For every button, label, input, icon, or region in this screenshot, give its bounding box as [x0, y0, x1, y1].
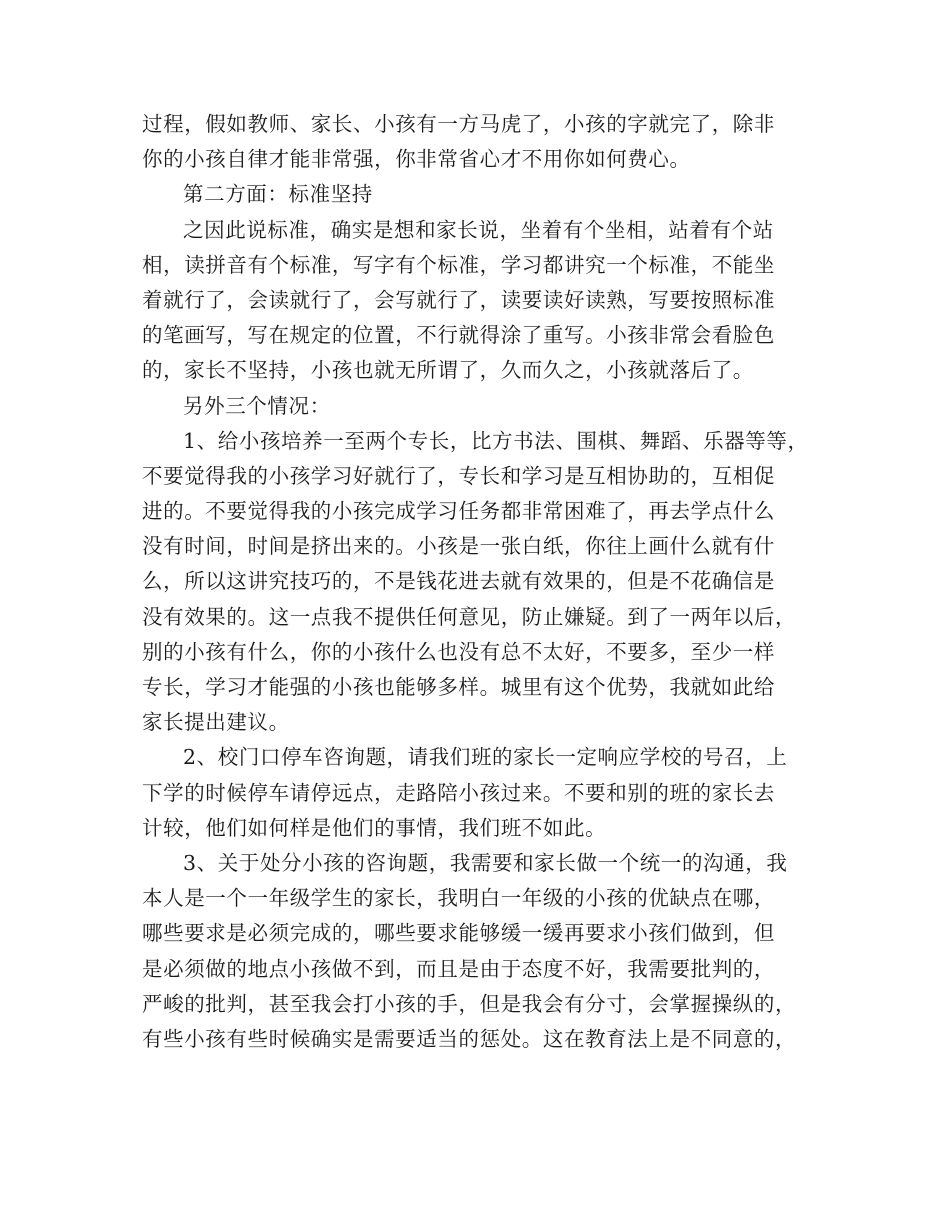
text-line: 的笔画写，写在规定的位置，不行就得涂了重写。小孩非常会看脸色: [142, 323, 775, 348]
text-line: 过程，假如教师、家长、小孩有一方马虎了，小孩的字就完了，除非: [142, 112, 775, 136]
text-line: 2、校门口停车咨询题，请我们班的家长一定响应学校的号召，上: [183, 745, 788, 770]
text-line: 3、关于处分小孩的咨询题，我需要和家长做一个统一的沟通，我: [183, 850, 788, 875]
text-line: 本人是一个一年级学生的家长，我明白一年级的小孩的优缺点在哪，: [142, 886, 775, 911]
text-line: 没有效果的。这一点我不提供任何意见，防止嫌疑。到了一两年以后，: [142, 604, 797, 629]
text-line: 1、给小孩培养一至两个专长，比方书法、围棋、舞蹈、乐器等等，: [183, 428, 809, 453]
text-line: 家长提出建议。: [142, 710, 290, 735]
text-line: 有些小孩有些时候确实是需要适当的惩处。这在教育法上是不同意的，: [142, 1026, 797, 1051]
text-line: 别的小孩有什么，你的小孩什么也没有总不太好，不要多，至少一样: [142, 639, 775, 664]
text-line: 着就行了，会读就行了，会写就行了，读要读好读熟，写要按照标准: [142, 287, 775, 312]
document-body: [142, 107, 822, 1057]
text-line: 下学的时候停车请停远点，走路陪小孩过来。不要和别的班的家长去: [142, 780, 775, 805]
text-line: 哪些要求是必须完成的，哪些要求能够缓一缓再要求小孩们做到，但: [142, 921, 775, 946]
text-line: 不要觉得我的小孩学习好就行了，专长和学习是互相协助的，互相促: [142, 463, 775, 488]
text-line: 的，家长不坚持，小孩也就无所谓了，久而久之，小孩就落后了。: [142, 358, 754, 383]
text-line: 另外三个情况：: [183, 393, 331, 418]
text-line: 相，读拼音有个标准，写字有个标准，学习都讲究一个标准，不能坐: [142, 252, 775, 277]
text-line: 之因此说标准，确实是想和家长说，坐着有个坐相，站着有个站: [183, 217, 774, 242]
text-line: 进的。不要觉得我的小孩完成学习任务都非常困难了，再去学点什么: [142, 499, 775, 524]
text-line: 没有时间，时间是挤出来的。小孩是一张白纸，你往上画什么就有什: [142, 534, 775, 559]
text-line: 你的小孩自律才能非常强，你非常省心才不用你如何费心。: [142, 147, 691, 172]
text-line: 么，所以这讲究技巧的，不是钱花进去就有效果的，但是不花确信是: [142, 569, 775, 594]
text-line: 第二方面：标准坚持: [183, 182, 373, 207]
text-line: 计较，他们如何样是他们的事情，我们班不如此。: [142, 815, 607, 840]
text-line: 严峻的批判，甚至我会打小孩的手，但是我会有分寸，会掌握操纵的，: [142, 991, 797, 1016]
text-line: 是必须做的地点小孩做不到，而且是由于态度不好，我需要批判的，: [142, 956, 775, 981]
text-line: 专长，学习才能强的小孩也能够多样。城里有这个优势，我就如此给: [142, 675, 775, 699]
